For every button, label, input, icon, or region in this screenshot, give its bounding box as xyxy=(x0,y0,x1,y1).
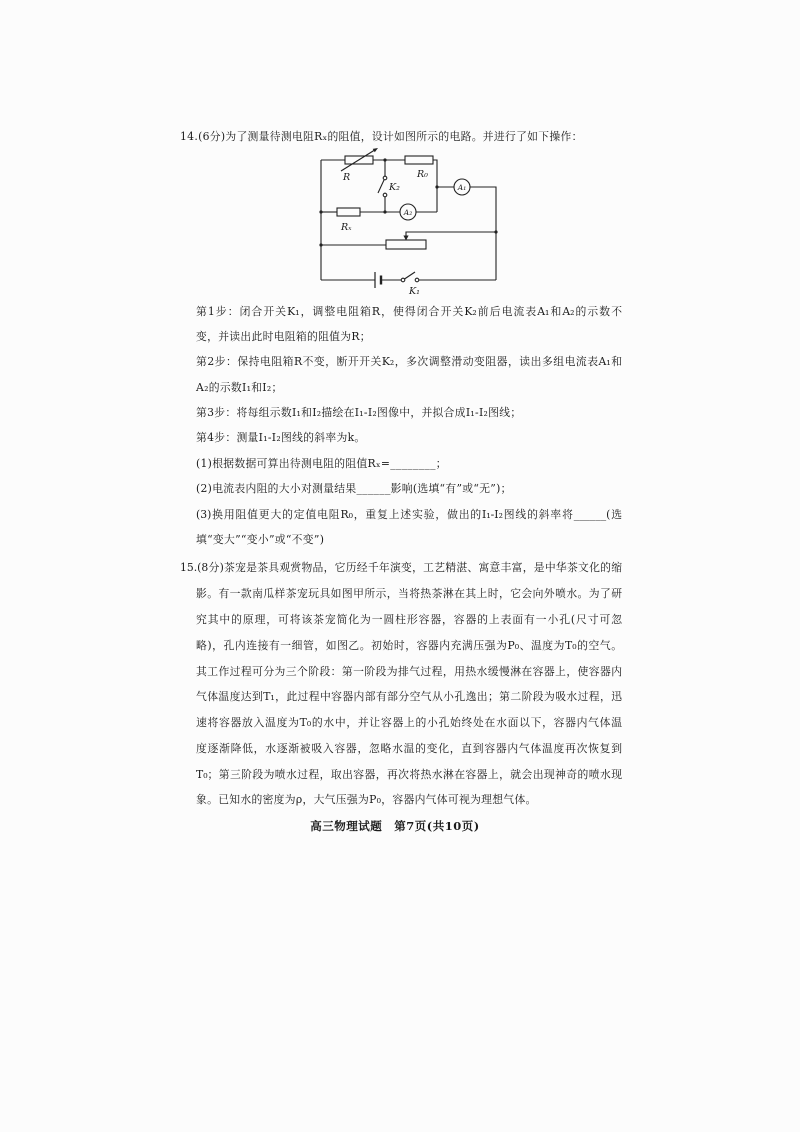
q15-line-5: 其工作过程可分为三个阶段：第一阶段为排气过程，用热水缓慢淋在容器上，使容器内 xyxy=(196,665,622,678)
q14-step-4: 第4步：测量I₁-I₂图线的斜率为k。 xyxy=(196,431,366,444)
wire-right-vertical xyxy=(470,187,496,280)
page-footer: 高三物理试题 第7页(共10页) xyxy=(310,819,480,833)
switch-k2-upper-contact xyxy=(383,176,387,180)
label-a2: A₂ xyxy=(403,208,413,217)
label-a1: A₁ xyxy=(457,183,467,192)
switch-k2-lower-contact xyxy=(383,193,387,197)
resistor-rx xyxy=(337,208,360,216)
resistance-box-arrow-head xyxy=(373,148,378,152)
label-r0: R₀ xyxy=(417,169,428,180)
switch-k1-blade xyxy=(405,272,416,279)
label-r: R xyxy=(343,172,351,183)
circuit-diagram xyxy=(300,145,520,305)
label-k1: K₁ xyxy=(409,286,420,297)
wire-slider xyxy=(406,232,496,236)
q15-line-9: T₀；第三阶段为喷水过程，取出容器，再次将热水淋在容器上，就会出现神奇的喷水现 xyxy=(196,768,622,781)
switch-k1-right-contact xyxy=(415,278,419,282)
q14-part-3-line-1: (3)换用阻值更大的定值电阻R₀，重复上述实验，做出的I₁-I₂图线的斜率将______(选 xyxy=(196,508,622,521)
q14-part-3-line-2: 填“变大”“变小”或“不变”) xyxy=(196,533,325,546)
junction-dot xyxy=(319,210,322,213)
switch-k1-left-contact xyxy=(401,278,405,282)
q14-step-3: 第3步：将每组示数I₁和I₂描绘在I₁-I₂图像中，并拟合成I₁-I₂图线； xyxy=(196,406,522,419)
junction-dot xyxy=(494,230,497,233)
q15-line-10: 象。已知水的密度为ρ，大气压强为P₀，容器内气体可视为理想气体。 xyxy=(196,793,537,806)
junction-dot xyxy=(319,243,322,246)
q14-step-2-line-2: A₂的示数I₁和I₂； xyxy=(196,381,283,394)
label-k2: K₂ xyxy=(389,182,400,193)
junction-dot xyxy=(383,158,386,161)
q15-line-6: 气体温度达到T₁，此过程中容器内部有部分空气从小孔逸出；第二阶段为吸水过程，迅 xyxy=(196,690,622,703)
switch-k2-blade xyxy=(378,180,384,193)
q15-line-1: 15.(8分)茶宠是茶具观赏物品，它历经千年演变，工艺精湛、寓意丰富，是中华茶文化的缩 xyxy=(180,561,622,574)
q14-step-1-line-1: 第1步：闭合开关K₁，调整电阻箱R，使得闭合开关K₂前后电流表A₁和A₂的示数不 xyxy=(196,305,622,318)
rheostat xyxy=(386,240,426,249)
resistor-r0 xyxy=(405,156,433,164)
q15-line-7: 速将容器放入温度为T₀的水中，并让容器上的小孔始终处在水面以下，容器内气体温 xyxy=(196,716,622,729)
q14-part-1: (1)根据数据可算出待测电阻的阻值Rₓ=________； xyxy=(196,457,447,470)
q14-step-1-line-2: 变，并读出此时电阻箱的阻值为R； xyxy=(196,330,371,343)
junction-dot xyxy=(383,210,386,213)
q15-line-3: 究其中的原理，可将该茶宠简化为一圆柱形容器，容器的上表面有一小孔(尺寸可忽 xyxy=(196,613,622,626)
label-rx: Rₓ xyxy=(341,222,352,233)
q15-line-2: 影。有一款南瓜样茶宠玩具如图甲所示，当将热茶淋在其上时，它会向外喷水。为了研 xyxy=(196,587,622,600)
q14-part-2: (2)电流表内阻的大小对测量结果______影响(选填“有”或“无”)； xyxy=(196,482,512,495)
q14-header: 14.(6分)为了测量待测电阻Rₓ的阻值，设计如图所示的电路。并进行了如下操作： xyxy=(180,130,583,143)
q15-line-4: 略)，孔内连接有一细管，如图乙。初始时，容器内充满压强为P₀、温度为T₀的空气。 xyxy=(196,639,622,652)
junction-dot xyxy=(435,185,438,188)
q14-step-2-line-1: 第2步：保持电阻箱R不变，断开开关K₂，多次调整滑动变阻器，读出多组电流表A₁和 xyxy=(196,355,622,368)
q15-line-8: 度逐渐降低，水逐渐被吸入容器，忽略水温的变化，直到容器内气体温度再次恢复到 xyxy=(196,742,622,755)
